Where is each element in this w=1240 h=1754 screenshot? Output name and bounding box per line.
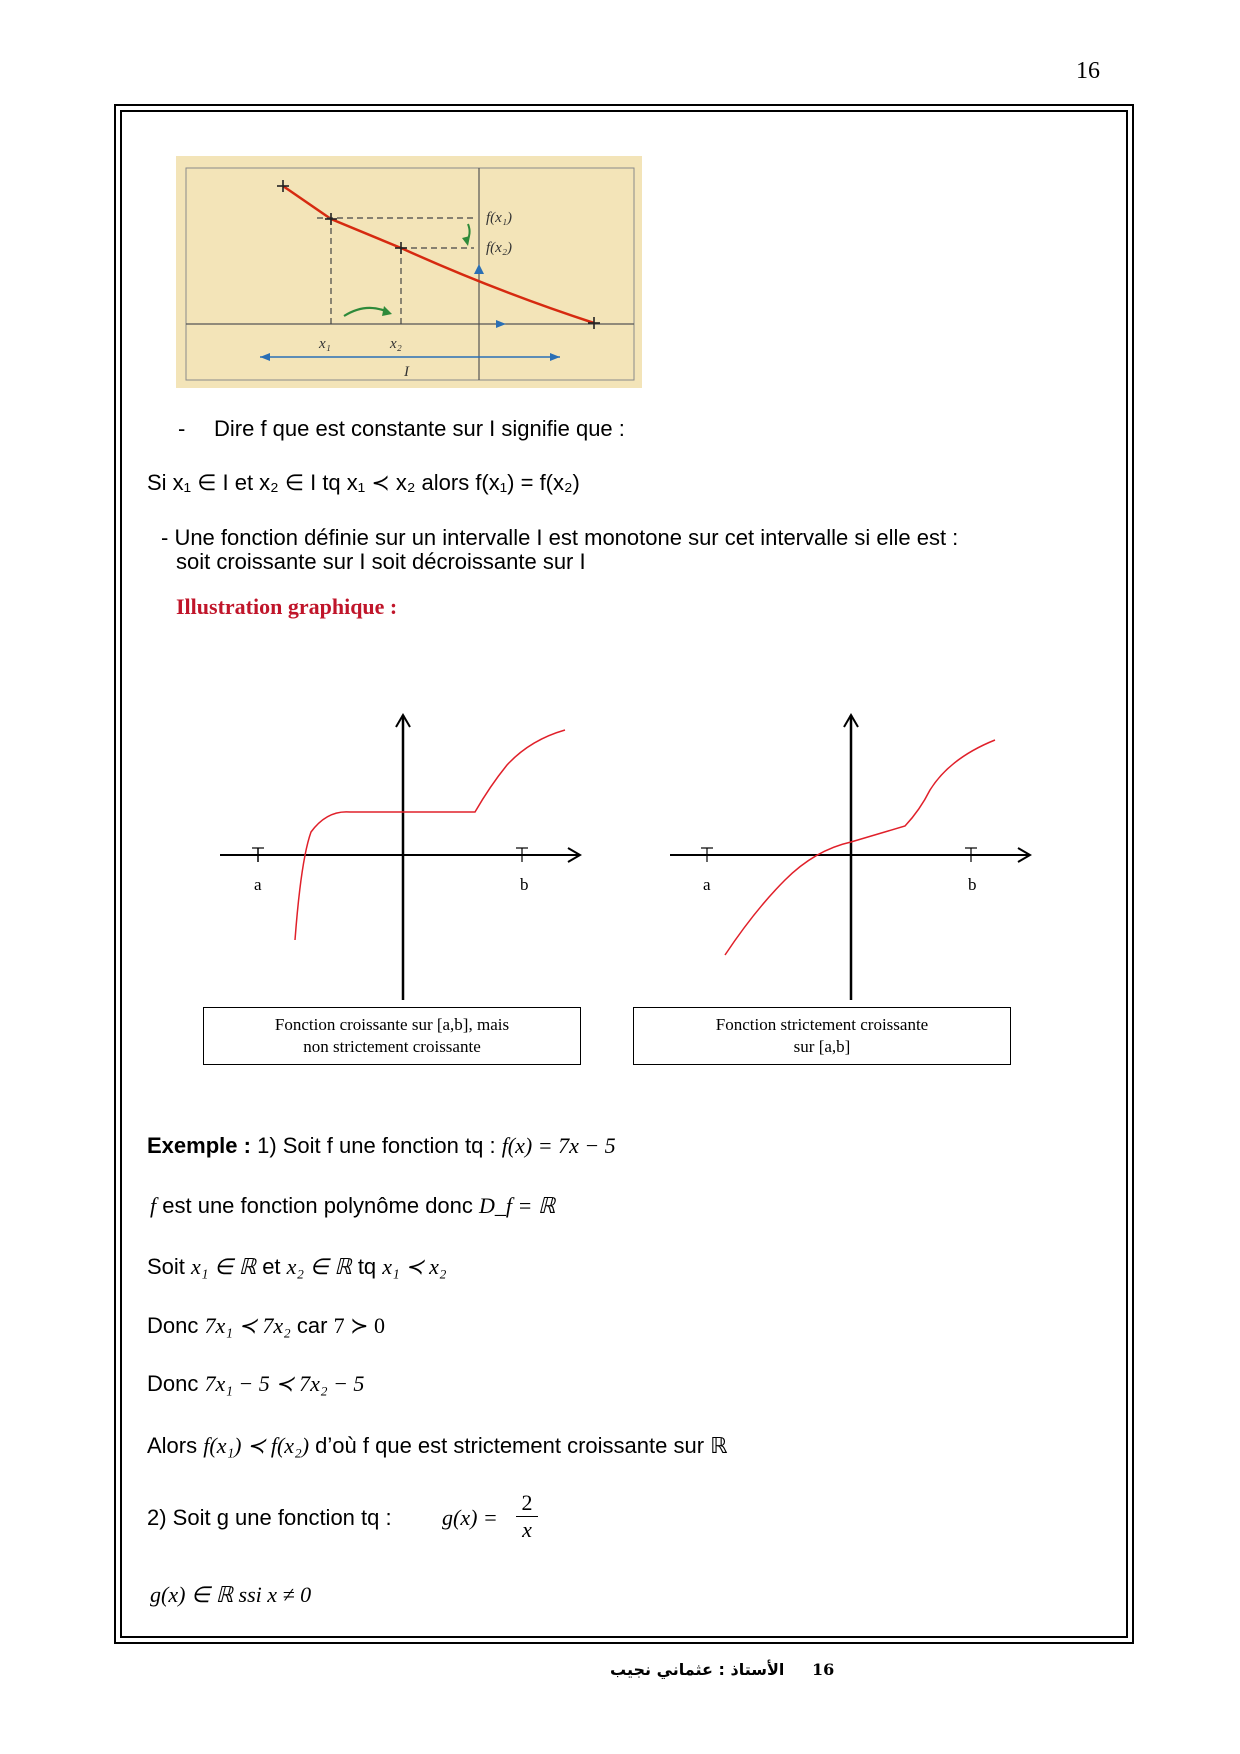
x1-label: x₁	[319, 336, 331, 352]
polynome-text: est une fonction polynôme donc	[162, 1193, 473, 1218]
constante-bullet: -	[178, 416, 186, 441]
exemple-line1	[147, 1133, 616, 1159]
right-caption-line2: sur [a,b]	[793, 1037, 851, 1056]
left-graph-caption	[203, 1007, 581, 1065]
illustration-title: Illustration graphique :	[176, 594, 398, 619]
f-x1-less-f-x2: f(x₁) ≺ f(x₂)	[203, 1433, 310, 1458]
alors-word: Alors	[147, 1433, 198, 1458]
x2-label: x₂	[390, 336, 402, 352]
left-b-label: b	[520, 875, 529, 894]
footer-page-number: 16	[812, 1660, 835, 1679]
exemple-line6	[147, 1433, 728, 1459]
exemple-intro: 1) Soit f une fonction tq :	[257, 1133, 496, 1158]
g-lhs: g(x) =	[442, 1505, 498, 1530]
x2-in-R: x₂ ∈ ℝ	[286, 1254, 352, 1279]
g-fraction	[516, 1490, 538, 1543]
constante-condition: Si x₁ ∈ I et x₂ ∈ I tq x₁ ≺ x₂ alors f(x₁) = f(x₂)	[147, 470, 580, 495]
tq-word: tq	[357, 1254, 377, 1279]
decreasing-curve	[283, 186, 594, 323]
exemple-line7	[147, 1505, 392, 1531]
seven-positive: 7 ≻ 0	[333, 1313, 385, 1338]
monotone-definition-line1: - Une fonction définie sur un intervalle I est monotone sur cet intervalle si elle est :	[161, 525, 959, 550]
donc-word-1: Donc	[147, 1313, 199, 1338]
x1-less-x2: x₁ ≺ x₂	[382, 1254, 447, 1279]
x1-in-R: x₁ ∈ ℝ	[191, 1254, 257, 1279]
constante-definition: Dire f que est constante sur I signifie que :	[214, 416, 625, 441]
donc-word-2: Donc	[147, 1371, 199, 1396]
exemple-2-intro: 2) Soit g une fonction tq :	[147, 1505, 392, 1530]
f-x1-label: f(x₁)	[486, 210, 513, 226]
exemple-line5	[147, 1371, 364, 1397]
left-curve	[295, 730, 565, 940]
right-curve	[725, 740, 995, 955]
decreasing-function-figure	[176, 156, 642, 388]
f-definition-math: f(x) = 7x − 5	[501, 1133, 616, 1158]
page-number-top: 16	[1076, 58, 1100, 84]
f-x2-label: f(x₂)	[486, 240, 513, 256]
exemple-label: Exemple	[147, 1133, 238, 1158]
g-denominator: x	[522, 1517, 532, 1542]
graph-non-strict-increasing	[215, 710, 595, 1010]
f-symbol: f	[150, 1193, 157, 1218]
monotone-definition-line2: soit croissante sur I soit décroissante sur I	[176, 549, 586, 574]
exemple-colon: :	[243, 1133, 251, 1158]
right-graph-caption	[633, 1007, 1011, 1065]
et-word: et	[262, 1254, 281, 1279]
graph-strict-increasing	[665, 710, 1045, 1010]
domain-math: D_f = ℝ	[479, 1193, 556, 1218]
left-caption-line2: non strictement croissante	[303, 1037, 481, 1056]
car-word: car	[296, 1313, 328, 1338]
g-numerator: 2	[516, 1490, 538, 1517]
exemple-line2	[150, 1193, 555, 1219]
footer-author: الأستاذ : عثماني نجيب	[610, 1660, 785, 1679]
right-a-label: a	[703, 875, 711, 894]
exemple-line4	[147, 1313, 385, 1339]
right-caption-line1: Fonction strictement croissante	[715, 1015, 929, 1034]
strictement-croissante-conclusion: d’où f que est strictement croissante sur ℝ	[315, 1433, 728, 1458]
soit-word: Soit	[147, 1254, 185, 1279]
right-b-label: b	[968, 875, 977, 894]
exemple-line3	[147, 1254, 447, 1280]
inequality-7x: 7x₁ ≺ 7x₂	[204, 1313, 291, 1338]
inequality-7x-minus-5: 7x₁ − 5 ≺ 7x₂ − 5	[204, 1371, 365, 1396]
decreasing-function-svg	[176, 156, 642, 388]
interval-I-label: I	[404, 364, 409, 380]
left-a-label: a	[254, 875, 262, 894]
left-caption-line1: Fonction croissante sur [a,b], mais	[274, 1015, 510, 1034]
exemple-line8: g(x) ∈ ℝ ssi x ≠ 0	[150, 1582, 312, 1607]
